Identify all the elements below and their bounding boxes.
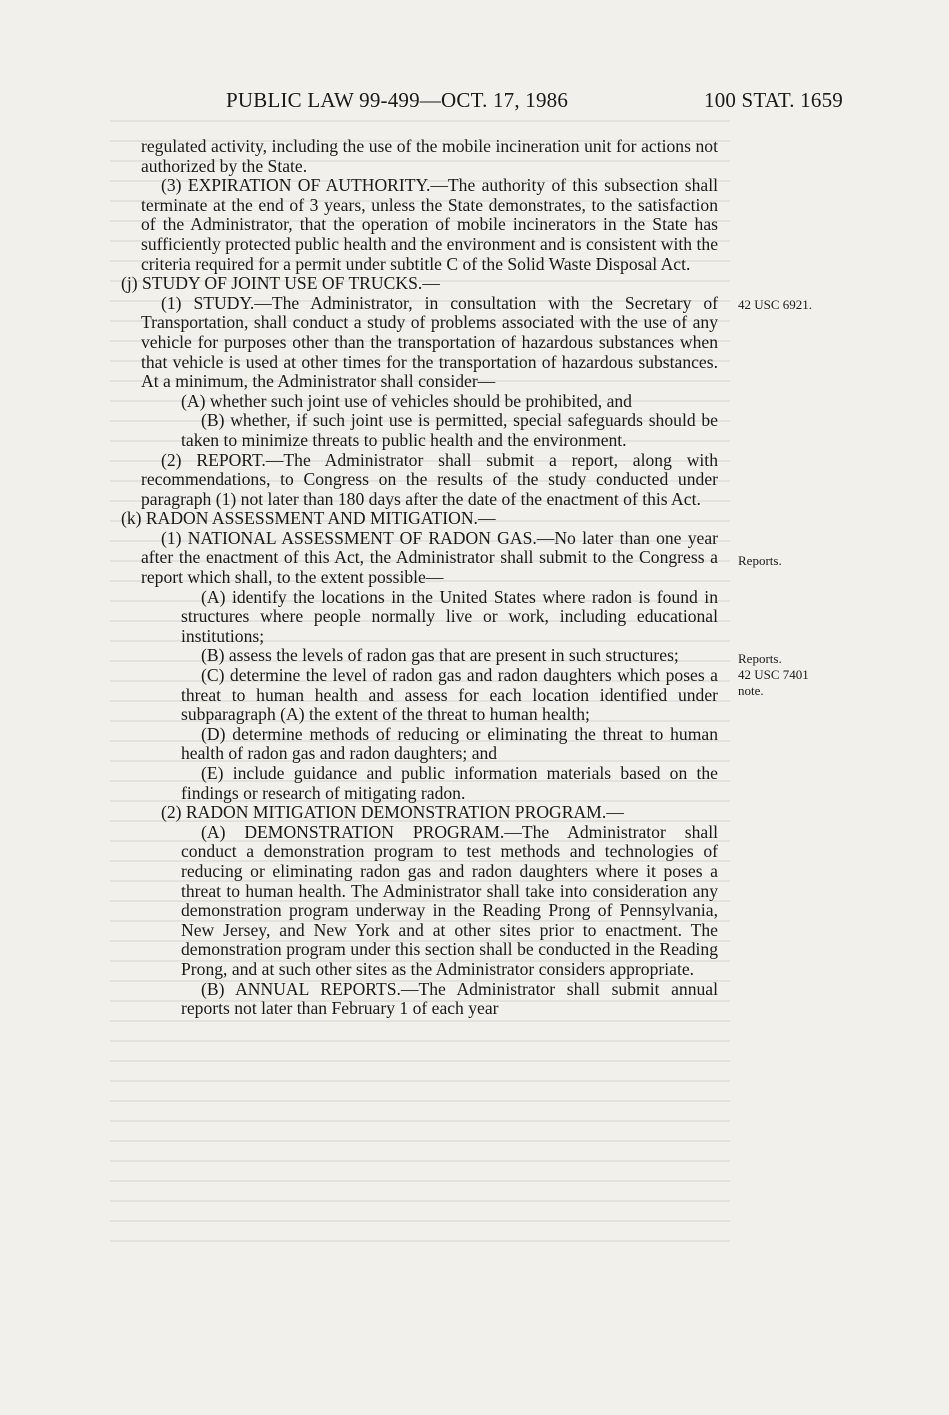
body-text [121, 136, 718, 1019]
section-j-heading: (j) STUDY OF JOINT USE OF TRUCKS.— [121, 273, 440, 294]
paragraph-j1-a: (A) whether such joint use of vehicles should be prohibited, and [181, 390, 632, 411]
paragraph-continuation: regulated activity, including the use of the mobile incineration unit for actions not authorized by the State. [141, 136, 718, 176]
paragraph-k1-e: (E) include guidance and public information materials based on the findings or research of mitigating radon. [181, 763, 718, 803]
paragraph-k1-national-assessment: (1) NATIONAL ASSESSMENT OF RADON GAS.—No later than one year after the enactment of this Act, the Administrator shall submit to the Congress a report which shall, to the extent possible— [141, 527, 718, 588]
paragraph-k2-a-demonstration: (A) DEMONSTRATION PROGRAM.—The Administrator shall conduct a demonstration program to test methods and technologies of reducing or eliminating radon gas and radon daughters where it poses a threat to human health. The Administrator shall take into consideration any demonstration program underway in the Reading Prong of Pennsylvania, New Jersey, and New York and at other sites prior to enactment. The demonstration program under this section shall be conducted in the Reading Prong, and at such other sites as the Administrator considers appropriate. [181, 821, 718, 979]
paragraph-j2-report: (2) REPORT.—The Administrator shall submit a report, along with recommendations, to Congress on the results of the study conducted under paragraph (1) not later than 180 days after the date of the enactment of this Act. [141, 449, 718, 509]
margin-note-reports-2: Reports. [738, 651, 782, 666]
paragraph-k2-b-annual-reports: (B) ANNUAL REPORTS.—The Administrator shall submit annual reports not later than February 1 of each year [181, 978, 718, 1019]
paragraph-k1-c: (C) determine the level of radon gas and radon daughters which poses a threat to human health and assess for each location identified under subparagraph (A) the extent of the threat to human health; [181, 665, 718, 725]
margin-note-reports-1: Reports. [738, 553, 782, 568]
paragraph-j1-study: (1) STUDY.—The Administrator, in consultation with the Secretary of Transportation, shall conduct a study of problems associated with the use of any vehicle for purposes other than the transportation of hazardous substances when that vehicle is used at other times for the transportation of hazardous substances. At a minimum, the Administrator shall consider— [141, 292, 718, 392]
section-k-heading: (k) RADON ASSESSMENT AND MITIGATION.— [121, 508, 496, 529]
paragraph-k1-b: (B) assess the levels of radon gas that are present in such structures; [201, 645, 679, 666]
public-law-citation: PUBLIC LAW 99-499—OCT. 17, 1986 [226, 88, 569, 112]
paragraph-k2-heading: (2) RADON MITIGATION DEMONSTRATION PROGRAM.— [161, 802, 624, 823]
paragraph-k1-d: (D) determine methods of reducing or eliminating the threat to human health of radon gas and radon daughters; and [181, 723, 718, 764]
paragraph-j1-b: (B) whether, if such joint use is permitted, special safeguards should be taken to minimize threats to public health and the environment. [181, 410, 718, 450]
margin-note-42-usc-6921: 42 USC 6921. [738, 297, 813, 312]
margin-note-42-usc-7401: 42 USC 7401 [738, 667, 809, 682]
margin-note-note: note. [738, 683, 764, 698]
statute-page-number: 100 STAT. 1659 [704, 88, 843, 112]
paragraph-expiration-of-authority: (3) EXPIRATION OF AUTHORITY.—The authority of this subsection shall terminate at the end of 3 years, unless the State demonstrates, to the satisfaction of the Administrator, that the operation of mobile incinerators in the State has sufficiently protected public health and the environment and is consistent with the criteria required for a permit under subtitle C of the Solid Waste Disposal Act. [141, 175, 718, 274]
paragraph-k1-a: (A) identify the locations in the United States where radon is found in structures where people normally live or work, including educational institutions; [181, 586, 718, 646]
